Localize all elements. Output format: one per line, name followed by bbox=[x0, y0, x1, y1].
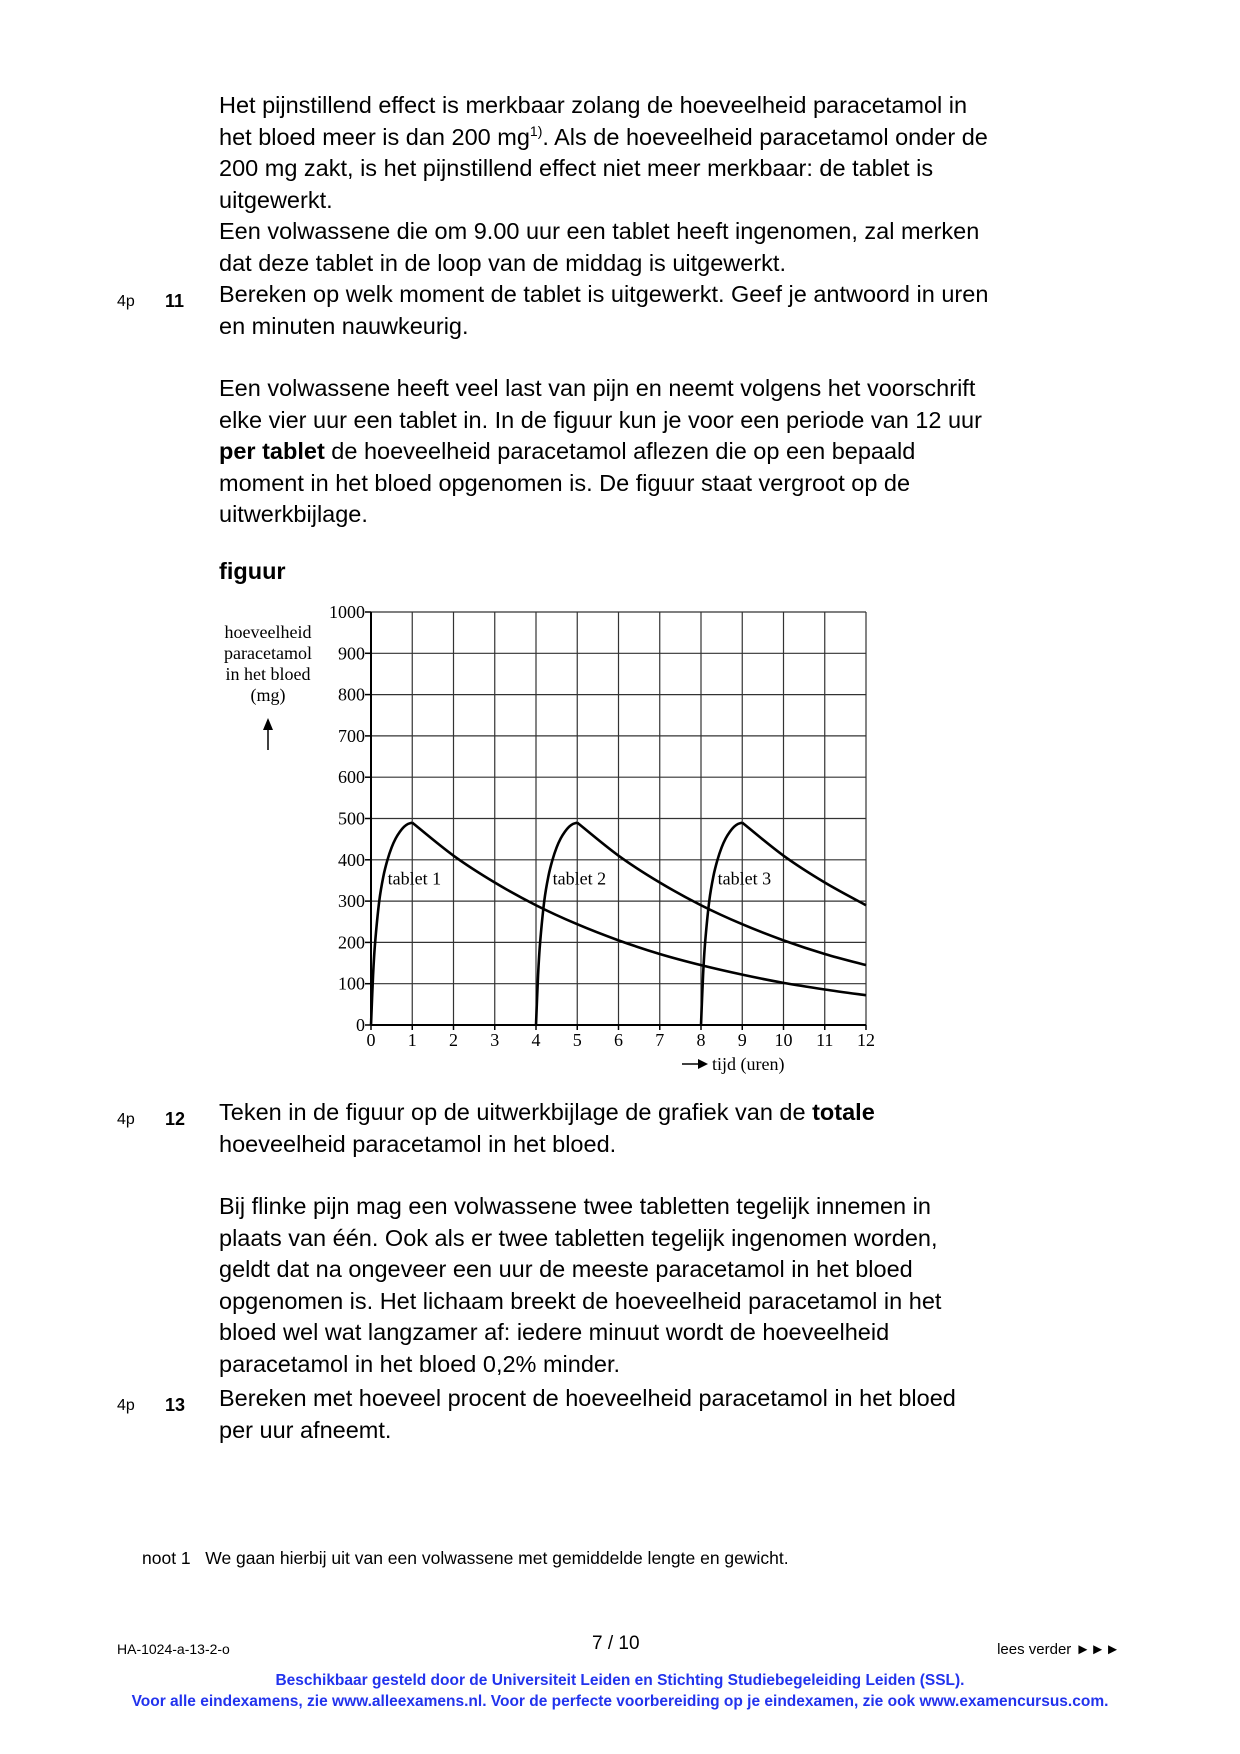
y-axis-label-line: paracetamol bbox=[224, 643, 312, 663]
page-number: 7 / 10 bbox=[592, 1633, 640, 1654]
x-axis-label-text: tijd (uren) bbox=[712, 1054, 785, 1074]
intro-line: Het pijnstillend effect is merkbaar zolang de hoeveelheid paracetamol in bbox=[219, 92, 968, 118]
question-line: per uur afneemt. bbox=[219, 1416, 392, 1443]
intro-line: 200 mg zakt, is het pijnstillend effect niet meer merkbaar: de tablet is bbox=[219, 155, 934, 181]
x-tick-label: 10 bbox=[774, 1030, 793, 1050]
intro-line: Een volwassene die om 9.00 uur een tablet heeft ingenomen, zal merken bbox=[219, 218, 980, 244]
x-tick-label: 1 bbox=[407, 1030, 417, 1050]
y-axis-label bbox=[224, 622, 312, 750]
chart-ticks bbox=[329, 602, 875, 1050]
exam-code: HA-1024-a-13-2-o bbox=[117, 1641, 230, 1657]
x-tick-label: 9 bbox=[737, 1030, 747, 1050]
question-line: Bereken met hoeveel procent de hoeveelheid paracetamol in het bloed bbox=[219, 1385, 956, 1411]
y-axis-label-line: (mg) bbox=[250, 685, 286, 705]
intro-text: het bloed meer is dan 200 mg bbox=[219, 123, 530, 150]
x-tick-label: 11 bbox=[816, 1030, 834, 1050]
paracetamol-chart bbox=[200, 590, 900, 1080]
intro-paragraph bbox=[219, 90, 1099, 279]
y-tick-label: 900 bbox=[338, 643, 365, 664]
question-12-points: 4p bbox=[117, 1111, 135, 1128]
x-tick-label: 0 bbox=[366, 1030, 376, 1050]
x-axis-label bbox=[682, 1054, 784, 1075]
figure-title: figuur bbox=[219, 558, 286, 584]
footnote-text: We gaan hierbij uit van een volwassene met gemiddelde lengte en gewicht. bbox=[205, 1548, 789, 1568]
question-line bbox=[219, 1097, 1099, 1129]
question-11-text bbox=[219, 279, 1099, 342]
emphasis: totale bbox=[812, 1099, 875, 1125]
credit-line-2: Voor alle eindexamens, zie www.alleexamens.nl. Voor de perfecte voorbereiding op je eindexamen, zie ook www.examencursus.com. bbox=[131, 1693, 1109, 1710]
context-text: de hoeveelheid paracetamol aflezen die op een bepaald bbox=[324, 438, 916, 464]
y-tick-label: 0 bbox=[356, 1015, 365, 1035]
context-line: Een volwassene heeft veel last van pijn en neemt volgens het voorschrift bbox=[219, 375, 976, 401]
y-axis-label-line: in het bloed bbox=[225, 664, 311, 684]
chart-grid bbox=[371, 612, 866, 1025]
question-13-number: 13 bbox=[165, 1395, 186, 1415]
series-label: tablet 2 bbox=[552, 868, 607, 889]
context-line: geldt dat na ongeveer een uur de meeste paracetamol in het bloed bbox=[219, 1256, 913, 1282]
question-line: hoeveelheid paracetamol in het bloed. bbox=[219, 1130, 617, 1157]
context-line: paracetamol in het bloed 0,2% minder. bbox=[219, 1350, 621, 1377]
context-line bbox=[219, 436, 1099, 468]
y-tick-label: 1000 bbox=[329, 602, 365, 622]
x-tick-label: 12 bbox=[857, 1030, 875, 1050]
y-tick-label: 100 bbox=[338, 973, 365, 994]
y-tick-label: 600 bbox=[338, 767, 365, 788]
intro-line: uitgewerkt. bbox=[219, 186, 333, 213]
x-tick-label: 3 bbox=[490, 1030, 500, 1050]
right-arrow-icon bbox=[698, 1059, 708, 1069]
context-line: uitwerkbijlage. bbox=[219, 501, 368, 527]
context-paragraph-3 bbox=[219, 1191, 1099, 1380]
question-13-points: 4p bbox=[117, 1397, 135, 1414]
question-11-points: 4p bbox=[117, 293, 135, 310]
y-tick-label: 700 bbox=[338, 725, 365, 746]
footnote-ref: 1) bbox=[529, 122, 543, 139]
question-line: en minuten nauwkeurig. bbox=[219, 312, 469, 339]
x-tick-label: 8 bbox=[696, 1030, 706, 1050]
question-11-number: 11 bbox=[165, 291, 185, 311]
question-13-text bbox=[219, 1383, 1099, 1446]
footnote-marker: noot 1 bbox=[142, 1548, 191, 1568]
question-text: Teken in de figuur op de uitwerkbijlage de grafiek van de bbox=[219, 1099, 813, 1125]
y-tick-label: 300 bbox=[338, 891, 365, 912]
y-axis-label-line: hoeveelheid bbox=[224, 622, 312, 642]
intro-line: dat deze tablet in de loop van de middag is uitgewerkt. bbox=[219, 249, 786, 276]
y-tick-label: 400 bbox=[338, 849, 365, 870]
y-tick-label: 800 bbox=[338, 684, 365, 705]
x-tick-label: 7 bbox=[655, 1030, 665, 1050]
context-line: Bij flinke pijn mag een volwassene twee tabletten tegelijk innemen in bbox=[219, 1193, 931, 1219]
question-12-text bbox=[219, 1097, 1099, 1160]
continue-indicator: lees verder ►►► bbox=[997, 1641, 1120, 1658]
intro-line bbox=[219, 122, 1099, 154]
context-line: opgenomen is. Het lichaam breekt de hoeveelheid paracetamol in het bbox=[219, 1287, 942, 1314]
y-tick-label: 500 bbox=[338, 808, 365, 829]
footnote bbox=[142, 1548, 789, 1569]
context-line: plaats van één. Ook als er twee tabletten tegelijk ingenomen worden, bbox=[219, 1224, 938, 1251]
question-line: Bereken op welk moment de tablet is uitgewerkt. Geef je antwoord in uren bbox=[219, 281, 989, 307]
context-line: bloed wel wat langzamer af: iedere minuut wordt de hoeveelheid bbox=[219, 1319, 890, 1345]
credit-line-1: Beschikbaar gesteld door de Universiteit Leiden en Stichting Studiebegeleiding Leiden (SSL). bbox=[275, 1672, 965, 1689]
x-tick-label: 2 bbox=[449, 1030, 458, 1050]
up-arrow-icon bbox=[263, 718, 273, 730]
context-paragraph-2 bbox=[219, 373, 1099, 531]
context-line: elke vier uur een tablet in. In de figuur kun je voor een periode van 12 uur bbox=[219, 406, 982, 433]
intro-text: . Als de hoeveelheid paracetamol onder de bbox=[542, 123, 988, 150]
x-tick-label: 4 bbox=[531, 1030, 541, 1050]
series-label: tablet 3 bbox=[717, 868, 772, 889]
question-12-number: 12 bbox=[165, 1109, 186, 1129]
emphasis: per tablet bbox=[219, 438, 325, 464]
x-tick-label: 5 bbox=[572, 1030, 582, 1050]
x-tick-label: 6 bbox=[614, 1030, 623, 1050]
series-label: tablet 1 bbox=[387, 868, 442, 889]
y-tick-label: 200 bbox=[338, 932, 365, 953]
context-line: moment in het bloed opgenomen is. De figuur staat vergroot op de bbox=[219, 469, 911, 496]
